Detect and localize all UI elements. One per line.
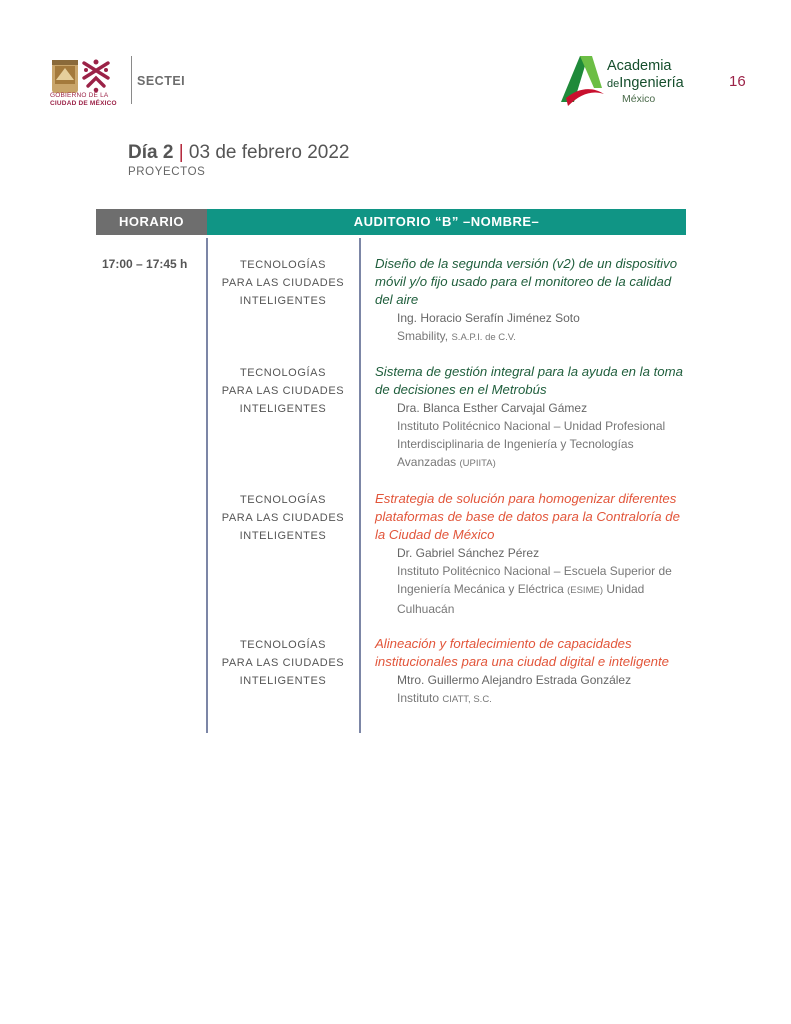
institution-text: Smability, [397,329,449,343]
column-divider-2 [359,238,361,733]
academia-name [607,58,684,106]
category-line: TECNOLOGÍAS [239,639,327,651]
academia-ingenieria: Ingeniería [619,75,684,91]
academia-line-3: México [622,93,656,105]
entry-person: Dr. Gabriel Sánchez Pérez [397,546,540,560]
column-divider-1 [206,238,208,733]
entry-person: Ing. Horacio Serafín Jiménez Soto [397,311,580,325]
academia-line-1: Academia [607,58,672,74]
institution-abbrev: (ESIME) [567,585,603,596]
section-subtitle: PROYECTOS [128,166,206,178]
institution-tail: Unidad Culhuacán [397,582,645,616]
gov-line-1: GOBIERNO DE LA [50,92,109,99]
column-header-horario: HORARIO [96,209,207,235]
entry-1-category [210,256,356,310]
entry-institution [375,417,687,473]
day-date: 03 de febrero 2022 [188,142,350,163]
entry-1 [375,255,690,347]
entry-title: Alineación y fortalecimiento de capacidades institucionales para una ciudad digital e inteligente [375,636,669,669]
category-line: TECNOLOGÍAS [239,494,327,506]
entry-institution [375,562,687,618]
time-slot: 17:00 – 17:45 h [102,257,188,271]
academia-line-2 [607,75,684,93]
title-separator: | [178,142,184,163]
category-line: PARA LAS CIUDADES [221,512,345,524]
page-number: 16 [729,73,746,90]
entry-4-category [210,636,356,690]
shield-icon [52,60,78,93]
entry-person: Mtro. Guillermo Alejandro Estrada González [397,673,632,687]
entry-3 [375,490,690,618]
category-line: PARA LAS CIUDADES [221,657,345,669]
entry-person: Dra. Blanca Esther Carvajal Gámez [397,401,588,415]
entry-title: Sistema de gestión integral para la ayuda en la toma de decisiones en el Metrobús [375,364,683,397]
cdmx-symbol-icon [84,60,108,93]
category-line: TECNOLOGÍAS [239,367,327,379]
entry-3-category [210,491,356,545]
entry-title: Estrategia de solución para homogenizar diferentes plataformas de base de datos para la Contraloría de la Ciudad de México [375,491,680,542]
day-title [128,142,350,164]
institution-text: Instituto Politécnico Nacional – Escuela Superior de Ingeniería Mecánica y Eléctrica [397,564,672,596]
entry-institution [375,327,687,347]
institution-text: Instituto [397,691,440,705]
category-line: INTELIGENTES [239,295,327,307]
entry-institution [375,689,687,709]
institution-abbrev: S.A.P.I. de C.V. [451,332,516,343]
entry-4 [375,635,690,709]
entry-2 [375,363,690,473]
entry-title: Diseño de la segunda versión (v2) de un dispositivo móvil y/o fijo usado para el monitoreo de la calidad del aire [375,256,678,307]
sectei-label: SECTEI [137,74,186,88]
institution-text: Instituto Politécnico Nacional – Unidad Profesional Interdisciplinaria de Ingeniería y Tecnologías Avanzadas [397,419,666,469]
header-divider [131,56,132,104]
government-name [50,92,117,107]
institution-abbrev: (UPIITA) [459,458,496,469]
academia-logo-icon [558,50,608,108]
category-line: INTELIGENTES [239,675,327,687]
category-line: TECNOLOGÍAS [239,259,327,271]
category-line: PARA LAS CIUDADES [221,277,345,289]
category-line: PARA LAS CIUDADES [221,385,345,397]
column-header-auditorio: AUDITORIO “B” –NOMBRE– [207,209,686,235]
gov-line-2: CIUDAD DE MÉXICO [50,99,117,107]
institution-abbrev: CIATT, S.C. [442,694,492,705]
category-line: INTELIGENTES [239,530,327,542]
academia-de: de [607,78,620,90]
entry-2-category [210,364,356,418]
category-line: INTELIGENTES [239,403,327,415]
day-label: Día 2 [128,142,174,163]
